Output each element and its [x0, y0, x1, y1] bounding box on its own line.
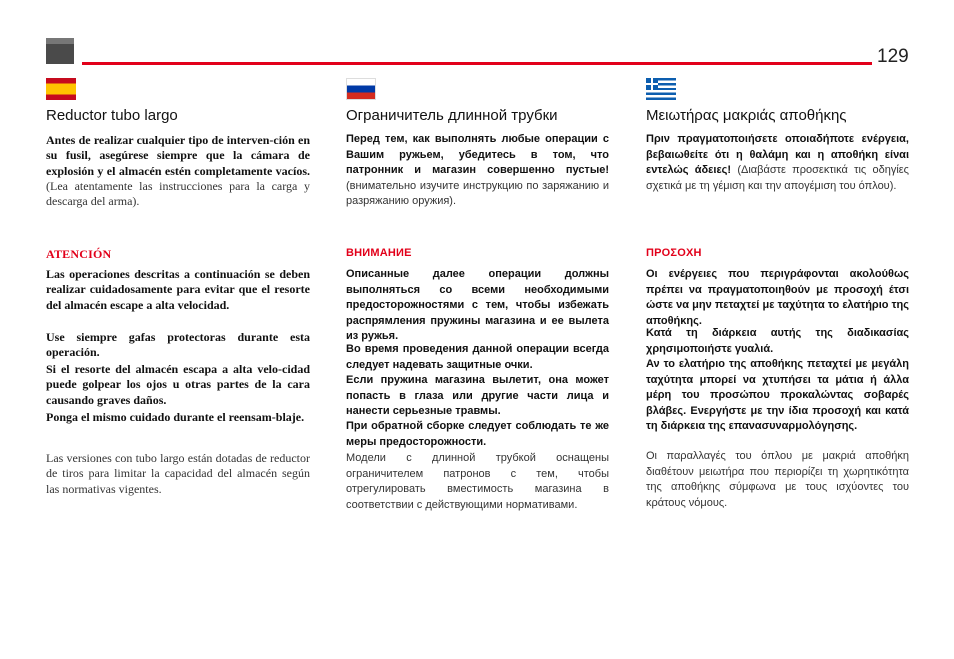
intro-paragraph — [46, 133, 310, 209]
warning-paragraph: Если пружина магазина вылетит, она может попасть в глаза или другие части лица и нанести серьезные травмы. — [346, 374, 609, 417]
warning-paragraph: Ponga el mismo cuidado durante el reensam-blaje. — [46, 410, 305, 424]
warning-paragraph: Αν το ελατήριο της αποθήκης πεταχτεί με μεγάλη ταχύτητα μπορεί να χτυπήσει τα μάτια ή άλλα μέρη του προσώπου προκαλώντας σοβαρές βλάβες. Ενεργήστε με την ίδια προσοχή και κατά τη διάρκεια της επανασυναρμολόγησης. — [646, 358, 909, 432]
warning-paragraph: Si el resorte del almacén escapa a alta velo-cidad puede golpear los ojos u otras partes de la cara causando graves daños. — [46, 362, 310, 407]
warning-paragraph: При обратной сборке следует соблюдать те же меры предосторожности. — [346, 420, 609, 448]
warning-paragraph: Las operaciones descritas a continuación se deben realizar cuidadosamente para evitar que el resorte del almacén escape a alta velocidad. — [46, 267, 310, 312]
warning-heading: ВНИМАНИЕ — [346, 247, 412, 259]
russia-flag-icon — [346, 78, 376, 100]
intro-normal-text: (Lea atentamente las instrucciones para la carga y descarga del arma). — [46, 178, 310, 209]
warning-paragraph: Во время проведения данной операции всегда следует надевать защитные очки. — [346, 343, 609, 371]
warning-paragraph: Οι ενέργειες που περιγράφονται ακολούθως πρέπει να πραγματοποιηθούν με προσοχή έτσι ώστε να μην πεταχτεί με ταχύτητα το ελατήριο της αποθήκης. — [646, 268, 909, 327]
closing-paragraph: Модели с длинной трубкой оснащены ограничителем патронов с тем, чтобы отрегулировать вместимость магазина в соответствии с действующими нормативами. — [346, 452, 609, 511]
intro-normal-text: (Διαβάστε προσεκτικά τις οδηγίες σχετικά με τη γέμιση και την απογέμιση του όπλου). — [646, 164, 909, 192]
warning-heading: ATENCIÓN — [46, 247, 112, 261]
intro-bold-text: Перед тем, как выполнять любые операции с Вашим ружьем, убедитесь в том, что патронник и магазин совершенно пустые! — [346, 133, 609, 176]
section-title: Μειωτήρας μακριάς αποθήκης — [646, 107, 847, 124]
section-title: Reductor tubo largo — [46, 107, 178, 124]
section-tab-marker — [46, 38, 74, 64]
header-rule — [82, 62, 872, 65]
greece-flag-icon — [646, 78, 676, 100]
warning-paragraph: Κατά τη διάρκεια αυτής της διαδικασίας χρησιμοποιήστε γυαλιά. — [646, 327, 909, 355]
intro-bold-text: Πριν πραγματοποιήσετε οποιαδήποτε ενέργεια, βεβαιωθείτε ότι η θαλάμη και η αποθήκη είναι εντελώς άδειες! — [646, 133, 909, 176]
intro-normal-text: (внимательно изучите инструкцию по заряжанию и разряжанию оружия). — [346, 179, 609, 207]
page-number: 129 — [877, 46, 909, 67]
intro-paragraph — [346, 132, 609, 210]
spain-flag-icon — [46, 78, 76, 100]
section-title: Ограничитель длинной трубки — [346, 107, 558, 124]
warning-heading: ΠΡΟΣΟΧΗ — [646, 247, 702, 259]
closing-paragraph: Las versiones con tubo largo están dotadas de reductor de tiros para limitar la capacidad del almacén según las normativas vigentes. — [46, 451, 310, 496]
warning-paragraph: Use siempre gafas protectoras durante esta operación. — [46, 330, 310, 360]
intro-paragraph — [646, 132, 909, 194]
intro-bold-text: Antes de realizar cualquier tipo de interven-ción en su fusil, asegúrese siempre que la cámara de explosión y el almacén estén completamente vacíos. — [46, 133, 310, 178]
closing-paragraph: Οι παραλλαγές του όπλου με μακριά αποθήκη διαθέτουν μειωτήρα που περιορίζει τη χωρητικότητα της αποθήκης σύμφωνα με τους ισχύοντες του κράτους νόμους. — [646, 450, 909, 509]
warning-paragraph: Описанные далее операции должны выполняться со всеми необходимыми предосторожностями с тем, чтобы избежать распрямления пружины магазина и ее вылета из ружья. — [346, 268, 609, 342]
